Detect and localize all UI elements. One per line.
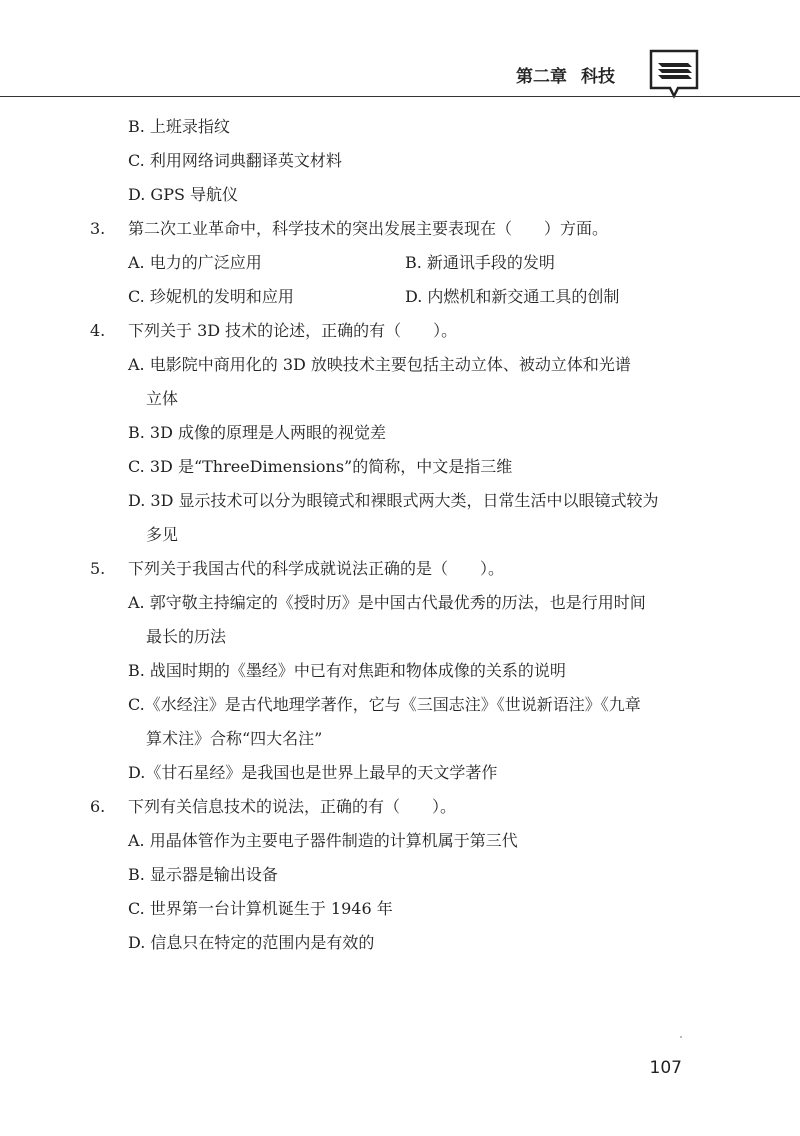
option-item: B. 3D 成像的原理是人两眼的视觉差 <box>128 423 387 442</box>
question-list <box>0 110 800 960</box>
page-header <box>0 0 800 100</box>
option-item: C. 世界第一台计算机诞生于 1946 年 <box>128 899 393 918</box>
option-continuation: 最长的历法 <box>146 627 227 646</box>
option-continuation: 立体 <box>146 389 179 408</box>
option-item: D. 内燃机和新交通工具的创制 <box>405 287 620 306</box>
question-3-options-row2 <box>0 280 800 314</box>
scan-speck <box>680 1036 682 1038</box>
option-item: D. 信息只在特定的范围内是有效的 <box>128 933 375 952</box>
question-6: 6. 下列有关信息技术的说法，正确的有（ ）。 <box>90 797 457 816</box>
header-rule <box>0 96 800 97</box>
page-number: 107 <box>649 1058 682 1078</box>
option-item: C. 3D 是“ThreeDimensions”的简称，中文是指三维 <box>128 457 513 476</box>
option-item: A. 郭守敬主持编定的《授时历》是中国古代最优秀的历法，也是行用时间 <box>128 593 646 612</box>
question-5: 5. 下列关于我国古代的科学成就说法正确的是（ ）。 <box>90 559 505 578</box>
option-item: C.《水经注》是古代地理学著作，它与《三国志注》《世说新语注》《九章 <box>128 695 641 714</box>
option-item: D. GPS 导航仪 <box>128 185 239 204</box>
option-item: B. 新通讯手段的发明 <box>405 253 555 272</box>
question-4: 4. 下列关于 3D 技术的论述，正确的有（ ）。 <box>90 321 458 340</box>
chapter-label: 第二章 <box>516 67 567 87</box>
option-item: C. 珍妮机的发明和应用 <box>128 287 294 306</box>
chapter-title <box>516 62 615 87</box>
option-item: A. 用晶体管作为主要电子器件制造的计算机属于第三代 <box>128 831 518 850</box>
option-item: C. 利用网络词典翻译英文材料 <box>128 151 342 170</box>
option-item: B. 上班录指纹 <box>128 117 230 136</box>
option-continuation: 算术注》合称“四大名注” <box>146 729 323 748</box>
option-item: B. 显示器是输出设备 <box>128 865 278 884</box>
option-item: B. 战国时期的《墨经》中已有对焦距和物体成像的关系的说明 <box>128 661 566 680</box>
option-item: A. 电力的广泛应用 <box>128 253 262 272</box>
section-label: 科技 <box>581 67 615 87</box>
option-continuation: 多见 <box>146 525 179 544</box>
book-stack-icon <box>648 48 700 100</box>
question-3-options-row1 <box>0 246 800 280</box>
question-3: 3. 第二次工业革命中，科学技术的突出发展主要表现在（ ）方面。 <box>90 219 609 238</box>
option-item: D.《甘石星经》是我国也是世界上最早的天文学著作 <box>128 763 498 782</box>
option-item: A. 电影院中商用化的 3D 放映技术主要包括主动立体、被动立体和光谱 <box>128 355 631 374</box>
option-item: D. 3D 显示技术可以分为眼镜式和裸眼式两大类，日常生活中以眼镜式较为 <box>128 491 659 510</box>
